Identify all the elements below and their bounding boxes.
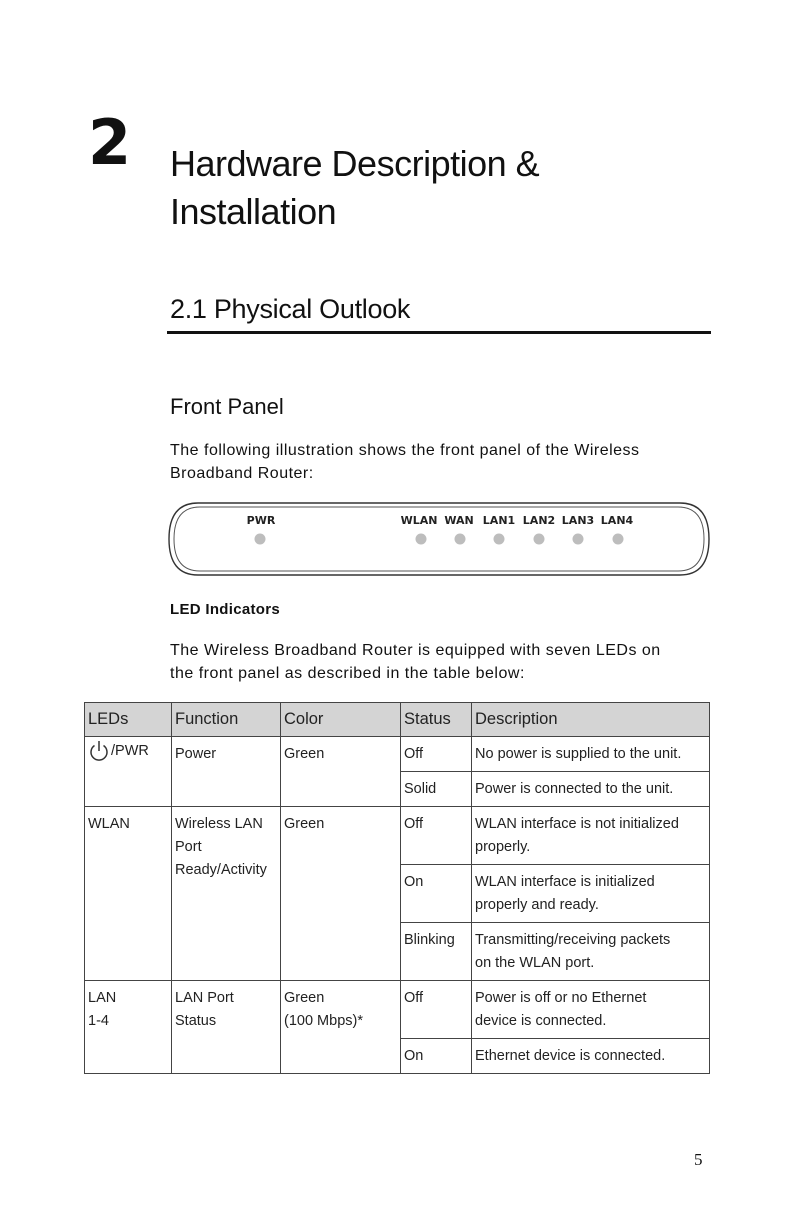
status-cell: On <box>401 865 472 923</box>
led-indicators-heading: LED Indicators <box>170 601 281 618</box>
table-row <box>85 807 710 865</box>
led-lan-line1: LAN <box>88 990 117 1006</box>
led-wlan <box>416 534 427 545</box>
table-row <box>85 737 710 772</box>
chapter-title-line2: Installation <box>170 191 337 232</box>
status-cell: Off <box>401 981 472 1039</box>
description-cell <box>472 923 710 981</box>
front-panel-intro <box>170 439 715 485</box>
header-leds: LEDs <box>85 703 172 737</box>
led-wan <box>455 534 466 545</box>
header-color: Color <box>281 703 401 737</box>
led-lan1 <box>494 534 505 545</box>
panel-label-pwr: PWR <box>246 514 276 527</box>
led-intro-line1: The Wireless Broadband Router is equipped with seven LEDs on <box>170 642 661 659</box>
led-cell-pwr <box>85 737 172 807</box>
function-wlan-line1: Wireless LAN <box>175 816 263 832</box>
page-number: 5 <box>694 1150 703 1169</box>
panel-label-lan4: LAN4 <box>600 514 634 527</box>
header-description: Description <box>472 703 710 737</box>
desc-line: WLAN interface is not initialized <box>475 816 679 832</box>
front-panel-illustration <box>168 502 710 576</box>
desc-line: properly. <box>475 839 531 855</box>
status-cell: Solid <box>401 772 472 807</box>
front-panel-intro-line2: Broadband Router: <box>170 465 314 482</box>
function-lan-line1: LAN Port <box>175 990 234 1006</box>
description-cell <box>472 807 710 865</box>
function-wlan-line2: Port <box>175 839 202 855</box>
desc-line: Power is off or no Ethernet <box>475 990 647 1006</box>
function-cell-wlan <box>172 807 281 981</box>
led-cell-lan <box>85 981 172 1074</box>
desc-line: properly and ready. <box>475 897 599 913</box>
function-cell-pwr: Power <box>172 737 281 807</box>
desc-line: WLAN interface is initialized <box>475 874 655 890</box>
led-lan-line2: 1-4 <box>88 1013 109 1029</box>
panel-label-wan: WAN <box>444 514 474 527</box>
description-cell: Power is connected to the unit. <box>472 772 710 807</box>
led-lan4 <box>613 534 624 545</box>
status-cell: On <box>401 1039 472 1074</box>
description-cell: Ethernet device is connected. <box>472 1039 710 1074</box>
function-cell-lan <box>172 981 281 1074</box>
color-cell-lan <box>281 981 401 1074</box>
panel-label-lan3: LAN3 <box>561 514 595 527</box>
function-lan-line2: Status <box>175 1013 217 1029</box>
status-cell: Blinking <box>401 923 472 981</box>
led-pwr <box>255 534 266 545</box>
status-cell: Off <box>401 807 472 865</box>
section-title: 2.1 Physical Outlook <box>170 294 411 324</box>
color-cell-pwr: Green <box>281 737 401 807</box>
led-label-pwr: /PWR <box>111 743 149 759</box>
chapter-number: 2 <box>88 106 132 179</box>
header-status: Status <box>401 703 472 737</box>
led-cell-wlan: WLAN <box>85 807 172 981</box>
chapter-title <box>170 140 539 236</box>
table-header-row <box>85 703 710 737</box>
function-wlan-line3: Ready/Activity <box>175 862 267 878</box>
led-lan2 <box>534 534 545 545</box>
power-icon <box>88 739 110 763</box>
chapter-title-line1: Hardware Description & <box>170 143 540 184</box>
led-indicators-intro <box>170 639 715 685</box>
header-function: Function <box>172 703 281 737</box>
led-lan3 <box>573 534 584 545</box>
panel-label-wlan: WLAN <box>400 514 438 527</box>
color-lan-line1: Green <box>284 990 325 1006</box>
desc-line: device is connected. <box>475 1013 607 1029</box>
front-panel-heading: Front Panel <box>170 394 284 419</box>
color-lan-line2: (100 Mbps)* <box>284 1013 363 1029</box>
panel-label-lan2: LAN2 <box>522 514 556 527</box>
color-cell-wlan: Green <box>281 807 401 981</box>
panel-label-lan1: LAN1 <box>482 514 516 527</box>
desc-line: Transmitting/receiving packets <box>475 932 671 948</box>
desc-line: on the WLAN port. <box>475 955 595 971</box>
led-table <box>84 702 710 1074</box>
description-cell: No power is supplied to the unit. <box>472 737 710 772</box>
description-cell <box>472 981 710 1039</box>
led-intro-line2: the front panel as described in the table below: <box>170 665 525 682</box>
description-cell <box>472 865 710 923</box>
front-panel-intro-line1: The following illustration shows the front panel of the Wireless <box>170 442 640 459</box>
status-cell: Off <box>401 737 472 772</box>
table-row <box>85 981 710 1039</box>
section-divider <box>167 331 711 334</box>
